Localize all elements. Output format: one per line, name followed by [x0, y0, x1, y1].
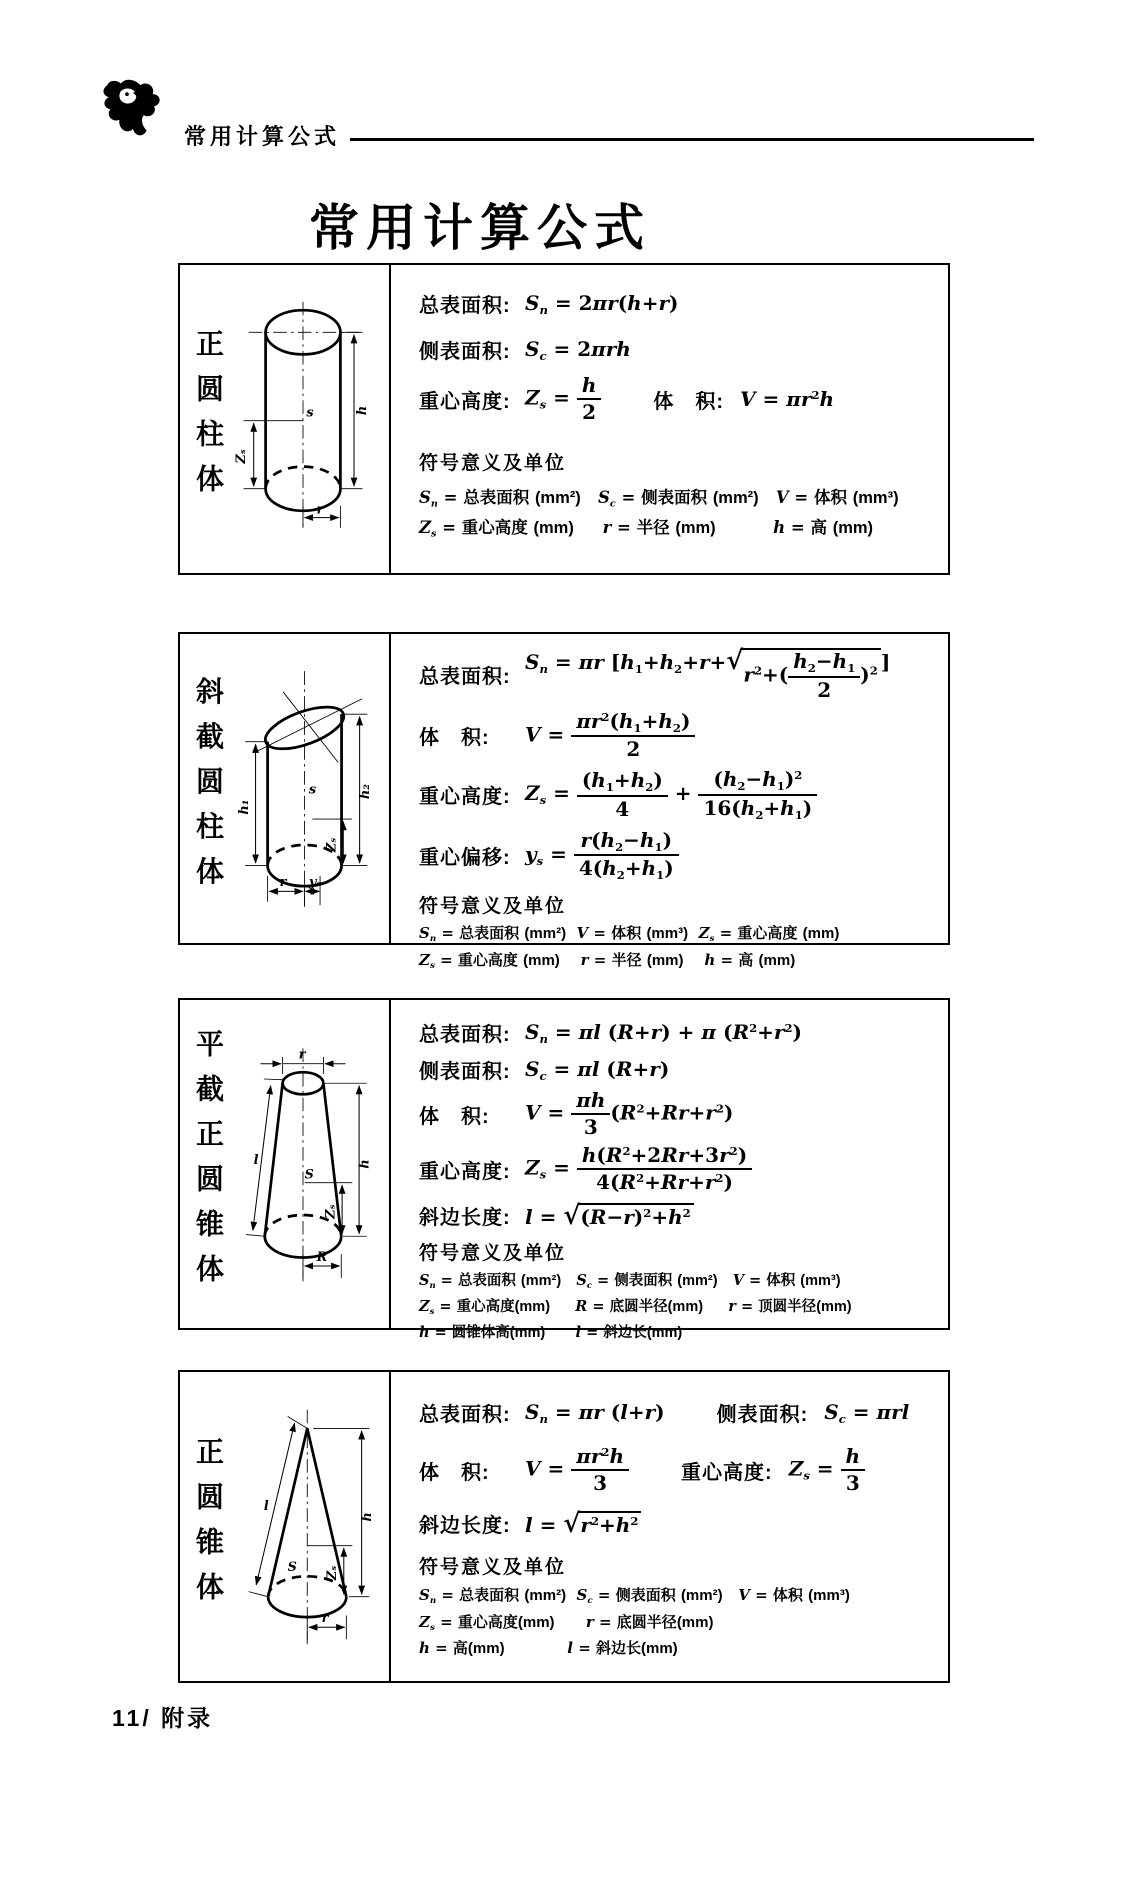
figure-cell: [180, 1372, 391, 1681]
label-h1: h₁: [236, 799, 252, 815]
legend-line: h = 圆锥体高(mm) l = 斜边长(mm): [419, 1324, 683, 1341]
formula-cell: [391, 634, 948, 971]
formula: $S_n = \pi r$ (l+r): [525, 1399, 665, 1426]
label-l: l: [253, 1153, 259, 1168]
formula-label: 斜边长度:: [419, 1207, 511, 1229]
formula-row: [419, 768, 942, 821]
formula-cell: [391, 265, 948, 573]
page-title: 常用计算公式: [309, 200, 651, 256]
formula: $V = \pi r^2h$: [740, 387, 835, 411]
formula-row: [419, 374, 942, 424]
formula-label: 重心偏移:: [419, 846, 511, 869]
formula-label: 总表面积:: [419, 1024, 511, 1046]
section-name-vertical: 正圆柱体: [193, 329, 224, 509]
logo-bird-icon: [94, 76, 172, 144]
formula-row: [419, 1018, 942, 1047]
formula-label: 总表面积:: [419, 666, 511, 689]
formula: V = $\frac{\pi h}{3}$ $(R^2+Rr+r^2)$: [525, 1088, 734, 1139]
formula-label: 体 积:: [653, 390, 725, 413]
section-cone: [178, 1370, 950, 1683]
label-r: r: [321, 1610, 329, 1626]
section-oblique-cylinder: [178, 632, 950, 971]
label-r: r: [316, 502, 324, 518]
formula-cell: [391, 1372, 948, 1681]
legend-line: $S_n$ = 总表面积 (mm²) V = 体积 (mm³) $Z_s$ = 重心高度 (mm): [419, 923, 840, 944]
formula: $Z_s$ = $\frac{h}{2}$: [525, 374, 601, 424]
legend-line: $Z_s$ = 重心高度(mm) r = 底圆半径(mm): [419, 1612, 714, 1633]
label-r: r: [298, 1047, 306, 1063]
formula: $S_c = \pi rl$: [824, 1399, 910, 1426]
legend-title: 符号意义及单位: [419, 1557, 567, 1578]
section-name-vertical: 斜截圆柱体: [193, 676, 224, 901]
formula-row: [419, 1055, 942, 1084]
label-zs: Zₛ: [324, 837, 340, 852]
figure-cell: [180, 634, 391, 943]
section-name-vertical: 平截正圆锥体: [193, 1029, 224, 1299]
legend-line: $S_n$ = 总表面积 (mm²) $S_c$ = 侧表面积 (mm²) V = 体积 (mm³): [419, 1586, 850, 1607]
formula: $S_c = 2\pi rh$: [525, 336, 631, 363]
formula-row: [419, 1089, 942, 1139]
formula: $S_n = \pi r$ [$h_1+h_2+r+$ √ $r^2+$( $\frac{h_2-h_1}{2}$ )$^2$ ]: [525, 646, 891, 702]
label-s: s: [306, 405, 314, 421]
formula-row: [419, 829, 942, 882]
header-rule: [350, 138, 1034, 141]
formula-row: [419, 1201, 942, 1230]
formula-label: 重心高度:: [419, 1160, 511, 1183]
label-s: S: [304, 1167, 314, 1183]
formula-label: 侧表面积:: [419, 1061, 511, 1083]
section-right-cylinder: [178, 263, 950, 575]
cylinder-figure: [218, 292, 388, 547]
label-h2: h₂: [358, 783, 374, 799]
formula-label: 总表面积:: [419, 295, 511, 317]
label-zs: Zₛ: [323, 1204, 339, 1219]
formula: l = √ $(R-r)^2+h^2$: [525, 1203, 694, 1229]
formula: $Z_s$ = $\frac{h}{3}$: [789, 1445, 865, 1495]
formula: $S_n = 2\pi r(h+r)$: [525, 290, 679, 317]
legend-line: $Z_s$ = 重心高度(mm) R = 底圆半径(mm) r = 顶圆半径(mm): [419, 1298, 852, 1316]
label-zs: Zₛ: [325, 1565, 341, 1580]
formula-cell: [391, 1000, 948, 1341]
label-ys: yₛ: [308, 874, 322, 890]
cone-figure: [218, 1399, 388, 1654]
label-R: R: [316, 1249, 328, 1265]
page-number: 11/ 附录: [112, 1705, 214, 1731]
formula: $y_s$ = $\frac{r(h_2-h_1)}{4(h_2+h_1)}$: [525, 829, 679, 882]
label-h: h: [354, 405, 370, 416]
formula-row: [419, 1398, 942, 1427]
formula-row: [419, 710, 942, 762]
formula: l = √ $r^2+h^2$: [525, 1511, 641, 1537]
header-brand: 常用计算公式: [184, 124, 341, 149]
formula-row: [419, 335, 942, 364]
oblique-cylinder-figure: [216, 655, 388, 922]
label-zs: Zₛ: [234, 449, 250, 464]
legend-line: h = 高(mm) l = 斜边长(mm): [419, 1639, 678, 1658]
truncated-cone-figure: [218, 1037, 388, 1292]
formula-row: [419, 1144, 942, 1194]
label-s: s: [308, 781, 317, 797]
formula: V = $\frac{\pi r^2h}{3}$: [525, 1445, 629, 1495]
label-h: h: [360, 1511, 375, 1521]
formula: $S_c = \pi l$ (R+r): [525, 1056, 670, 1083]
formula-row: [419, 1509, 942, 1538]
legend-title: 符号意义及单位: [419, 453, 567, 474]
formula-label: 重心高度:: [419, 390, 511, 413]
legend-line: $S_n$ = 总表面积 (mm²) $S_c$ = 侧表面积 (mm²) V = 体积 (mm³): [419, 488, 899, 510]
label-r: r: [279, 874, 287, 890]
formula-label: 侧表面积:: [716, 1404, 809, 1426]
formula-row: [419, 1445, 942, 1495]
section-truncated-cone: [178, 998, 950, 1341]
formula-label: 斜边长度:: [419, 1515, 511, 1537]
formula-label: 体 积:: [419, 1461, 490, 1484]
legend-title: 符号意义及单位: [419, 1243, 567, 1264]
legend-line: $S_n$ = 总表面积 (mm²) $S_c$ = 侧表面积 (mm²) V = 体积 (mm³): [419, 1272, 841, 1290]
formula-label: 体 积:: [419, 726, 490, 749]
formula: $Z_s$ = $\frac{(h_1+h_2)}{4}$ + $\frac{(h_2-h_1)^2}{16(h_2+h_1)}$: [525, 768, 817, 821]
label-s: S: [287, 1559, 297, 1575]
label-l: l: [263, 1498, 269, 1514]
formula: $Z_s$ = $\frac{h(R^2+2Rr+3r^2)}{4(R^2+Rr+r^2)}$: [525, 1144, 752, 1194]
legend-line: $Z_s$ = 重心高度 (mm) r = 半径 (mm) h = 高 (mm): [419, 517, 874, 540]
section-name-vertical: 正圆锥体: [193, 1436, 224, 1617]
legend-line: $Z_s$ = 重心高度 (mm) r = 半径 (mm) h = 高 (mm): [419, 950, 796, 971]
formula-row: [419, 648, 942, 702]
formula-label: 重心高度:: [681, 1461, 773, 1484]
legend-title: 符号意义及单位: [419, 895, 567, 917]
formula-label: 重心高度:: [419, 786, 511, 809]
formula: V = $\frac{\pi r^2(h_1+h_2)}{2}$: [525, 710, 695, 762]
formula-label: 侧表面积:: [419, 341, 511, 363]
formula-row: [419, 289, 942, 318]
figure-cell: [180, 1000, 391, 1328]
formula-label: 体 积:: [419, 1105, 490, 1128]
figure-cell: [180, 265, 391, 573]
formula: $S_n = \pi l$ (R+r) + π $(R^2+r^2)$: [525, 1019, 802, 1046]
label-h: h: [357, 1159, 373, 1169]
formula-label: 总表面积:: [419, 1404, 511, 1426]
